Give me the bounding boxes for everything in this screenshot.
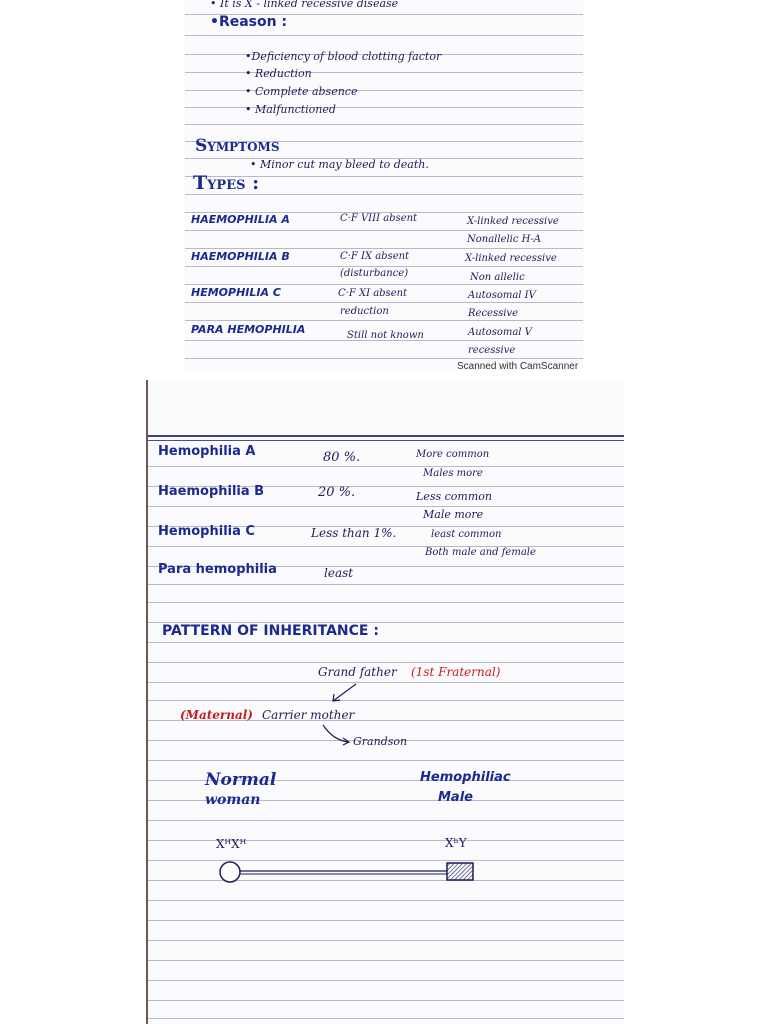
prevalence-name: Hemophilia C bbox=[158, 524, 255, 539]
grandfather-note: (1st Fraternal) bbox=[411, 665, 501, 679]
type-name: HAEMOPHILIA A bbox=[191, 213, 290, 226]
symptoms-heading: Symptoms bbox=[195, 136, 280, 156]
prevalence-note-2: Both male and female bbox=[425, 547, 536, 558]
type-inheritance: X-linked recessive bbox=[465, 253, 557, 264]
ruled-line bbox=[185, 358, 583, 359]
ruled-line bbox=[185, 124, 583, 125]
ruled-line bbox=[185, 266, 583, 267]
type-factor: C·F XI absent bbox=[338, 288, 408, 299]
ruled-line bbox=[185, 248, 583, 249]
type-name: HAEMOPHILIA B bbox=[191, 250, 290, 263]
grandson-label: Grandson bbox=[353, 735, 408, 748]
type-name: HEMOPHILIA C bbox=[191, 286, 281, 299]
type-factor: C·F VIII absent bbox=[340, 213, 418, 224]
type-factor: Still not known bbox=[347, 330, 424, 341]
grandfather-label: Grand father bbox=[318, 665, 397, 679]
carrier-mother-label: Carrier mother bbox=[262, 708, 355, 722]
symptom-item: • Minor cut may bleed to death. bbox=[250, 158, 429, 171]
prevalence-name: Hemophilia A bbox=[158, 444, 256, 459]
type-inheritance: Autosomal V bbox=[468, 327, 532, 338]
type-factor-2: reduction bbox=[340, 306, 389, 317]
type-inheritance-2: Non allelic bbox=[470, 272, 525, 283]
type-inheritance: Autosomal IV bbox=[468, 290, 536, 301]
female-symbol bbox=[220, 862, 240, 882]
hemophiliac-male-label-2: Male bbox=[438, 790, 473, 805]
pedigree-diagram bbox=[148, 380, 624, 1024]
type-inheritance-2: Recessive bbox=[468, 308, 518, 319]
type-inheritance-2: Nonallelic H-A bbox=[467, 234, 541, 245]
prevalence-percent: 80 %. bbox=[323, 450, 361, 465]
prevalence-note-2: Males more bbox=[423, 468, 483, 479]
hemophiliac-male-label: Hemophiliac bbox=[420, 770, 511, 785]
affected-male-symbol bbox=[447, 863, 473, 880]
pattern-heading: PATTERN OF INHERITANCE : bbox=[162, 623, 379, 639]
male-genotype: XʰY bbox=[445, 836, 467, 850]
prevalence-percent: Less than 1%. bbox=[311, 526, 397, 540]
type-factor-2: (disturbance) bbox=[340, 268, 409, 279]
reason-item: • Malfunctioned bbox=[245, 103, 336, 116]
woman-genotype: XᴴXᴴ bbox=[216, 837, 247, 851]
ruled-line bbox=[185, 320, 583, 321]
reason-item: • Complete absence bbox=[245, 85, 358, 98]
notebook-page-bottom bbox=[146, 380, 624, 1024]
reason-item: •Deficiency of blood clotting factor bbox=[245, 50, 442, 63]
normal-woman-label-2: woman bbox=[205, 792, 261, 808]
reason-heading: •Reason : bbox=[210, 14, 288, 30]
maternal-label: (Maternal) bbox=[180, 708, 253, 722]
type-factor: C·F IX absent bbox=[340, 251, 410, 262]
ruled-line bbox=[185, 194, 583, 195]
types-heading: Types : bbox=[193, 172, 260, 194]
intro-line: • It is X - linked recessive disease bbox=[210, 0, 399, 10]
prevalence-note: Less common bbox=[416, 490, 492, 503]
prevalence-percent: least bbox=[324, 566, 354, 580]
prevalence-note-2: Male more bbox=[423, 508, 484, 521]
ruled-line bbox=[185, 230, 583, 231]
type-inheritance-2: recessive bbox=[468, 345, 516, 356]
prevalence-percent: 20 %. bbox=[318, 485, 356, 500]
reason-item: • Reduction bbox=[245, 67, 312, 80]
ruled-line bbox=[185, 35, 583, 36]
prevalence-note: least common bbox=[431, 529, 502, 540]
prevalence-name: Para hemophilia bbox=[158, 562, 277, 577]
type-name: PARA HEMOPHILIA bbox=[191, 323, 306, 336]
notebook-page-top bbox=[185, 0, 583, 370]
normal-woman-label: Normal bbox=[205, 770, 277, 790]
ruled-line bbox=[185, 284, 583, 285]
type-inheritance: X-linked recessive bbox=[467, 216, 559, 227]
camscanner-watermark: Scanned with CamScanner bbox=[457, 361, 579, 372]
ruled-line bbox=[185, 302, 583, 303]
prevalence-note: More common bbox=[416, 449, 490, 460]
prevalence-name: Haemophilia B bbox=[158, 484, 265, 499]
